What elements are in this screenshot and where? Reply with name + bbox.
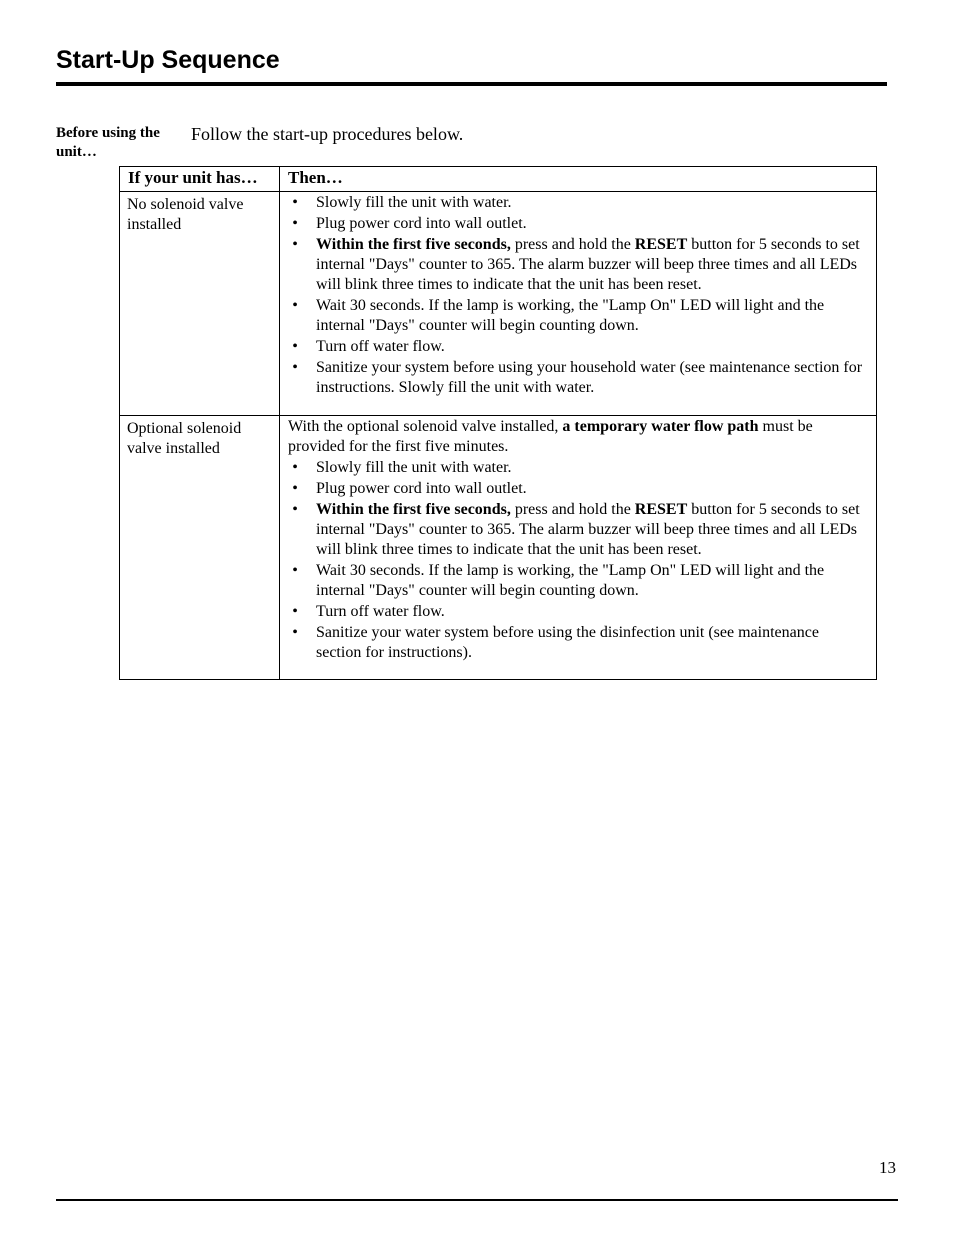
list-item [288, 561, 868, 601]
bullet-icon: • [292, 215, 298, 232]
table-row [120, 192, 877, 416]
page-title: Start-Up Sequence [56, 46, 280, 74]
list-item [288, 235, 868, 295]
step-text: press and hold the [510, 236, 635, 253]
column-header-then: Then… [280, 167, 877, 192]
steps-cell [280, 416, 877, 680]
step-text: Plug power cord into wall outlet. [316, 215, 527, 232]
lead-emphasis: a temporary water flow path [562, 418, 759, 435]
list-item [288, 479, 868, 499]
bullet-icon: • [292, 624, 298, 641]
bullet-icon: • [292, 501, 298, 518]
footer-divider [56, 1199, 898, 1201]
bullet-icon: • [292, 480, 298, 497]
column-header-condition: If your unit has… [120, 167, 280, 192]
steps-cell [280, 192, 877, 416]
step-emphasis: Within the first five seconds, [316, 501, 511, 518]
step-emphasis: Within the first five seconds, [316, 236, 511, 253]
side-label: Before using the unit… [56, 125, 160, 160]
reset-label: RESET [634, 236, 688, 253]
step-text: Slowly fill the unit with water. [316, 459, 512, 476]
table-header-row [120, 167, 877, 192]
step-text: button for 5 seconds to set internal "Days" counter to 365. The alarm buzzer will beep three times and all LEDs will blink three times to indicate that the unit has been reset. [316, 501, 860, 558]
bullet-icon: • [292, 236, 298, 253]
bullet-icon: • [292, 459, 298, 476]
page-number: 13 [879, 1158, 896, 1177]
step-text: Wait 30 seconds. If the lamp is working, the "Lamp On" LED will light and the internal "Days" counter will begin counting down. [316, 562, 825, 599]
step-text: Slowly fill the unit with water. [316, 194, 512, 211]
list-item [288, 358, 868, 398]
table-row [120, 416, 877, 680]
list-item [288, 337, 868, 357]
title-divider [56, 82, 887, 86]
step-list [288, 458, 868, 663]
list-item [288, 193, 868, 213]
step-text: Wait 30 seconds. If the lamp is working, the "Lamp On" LED will light and the internal "Days" counter will begin counting down. [316, 297, 825, 334]
list-item [288, 458, 868, 478]
condition-cell: No solenoid valve installed [120, 192, 280, 416]
step-text: Plug power cord into wall outlet. [316, 480, 527, 497]
intro-text: Follow the start-up procedures below. [191, 124, 464, 144]
lead-text: must be provided for the first five minutes. [288, 418, 813, 455]
reset-label: RESET [634, 501, 688, 518]
lead-paragraph [288, 417, 868, 457]
step-text: Sanitize your water system before using the disinfection unit (see maintenance section for instructions). [316, 624, 819, 661]
step-text: Sanitize your system before using your household water (see maintenance section for instructions. Slowly fill the unit with water. [316, 359, 863, 396]
bullet-icon: • [292, 603, 298, 620]
list-item [288, 296, 868, 336]
list-item [288, 500, 868, 560]
step-text: Turn off water flow. [316, 338, 445, 355]
bullet-icon: • [292, 194, 298, 211]
lead-text: With the optional solenoid valve installed, [288, 418, 563, 435]
bullet-icon: • [292, 562, 298, 579]
bullet-icon: • [292, 338, 298, 355]
bullet-icon: • [292, 297, 298, 314]
condition-cell: Optional solenoid valve installed [120, 416, 280, 680]
step-text: Turn off water flow. [316, 603, 445, 620]
list-item [288, 214, 868, 234]
list-item [288, 602, 868, 622]
startup-table [119, 166, 877, 680]
list-item [288, 623, 868, 663]
step-text: button for 5 seconds to set internal "Days" counter to 365. The alarm buzzer will beep three times and all LEDs will blink three times to indicate that the unit has been reset. [316, 236, 860, 293]
step-text: press and hold the [510, 501, 635, 518]
step-list [288, 193, 868, 398]
bullet-icon: • [292, 359, 298, 376]
